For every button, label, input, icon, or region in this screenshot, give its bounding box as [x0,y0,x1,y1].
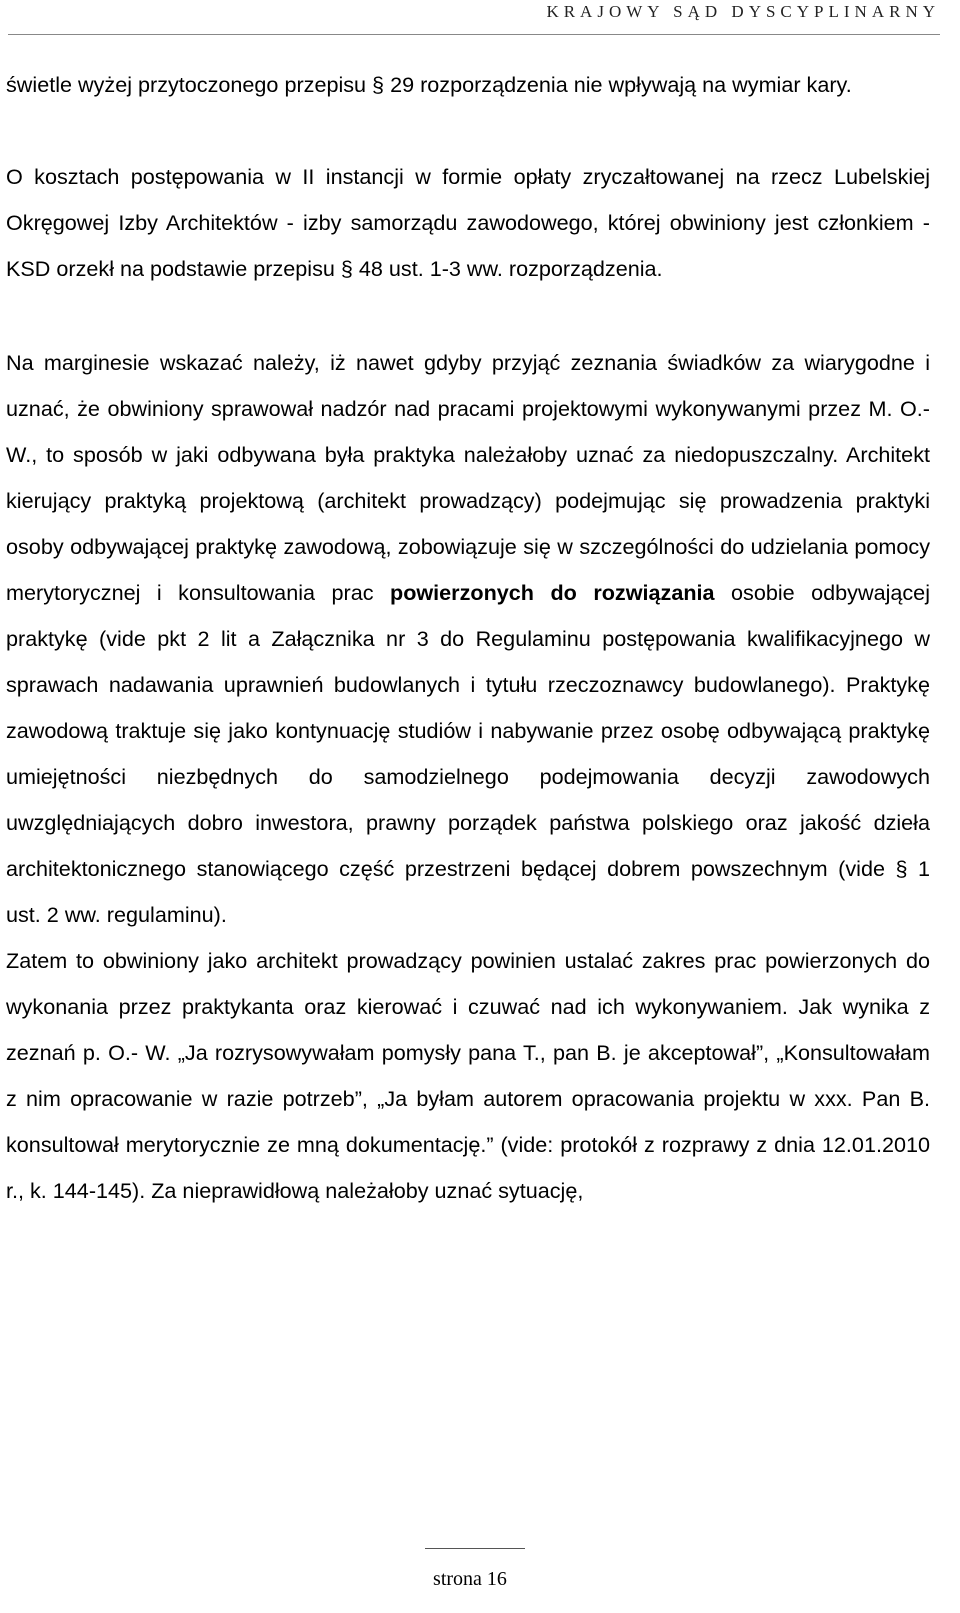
document-body [6,62,930,1214]
page-number: strona 16 [433,1568,507,1590]
header-divider [8,34,940,35]
paragraph-costs: O kosztach postępowania w II instancji w formie opłaty zryczałtowanej na rzecz Lubelskiej Okręgowej Izby Architektów - izby samorządu zawodowego, której obwiniony jest członkiem - KSD orzekł na podstawie przepisu § 48 ust. 1-3 ww. rozporządzenia. [6,164,930,281]
paragraph-conclusion: Zatem to obwiniony jako architekt prowadzący powinien ustalać zakres prac powierzonych do wykonania przez praktykanta oraz kierować i czuwać nad ich wykonywaniem. Jak wynika z zeznań p. O.- W. „Ja rozrysowywałam pomysły pana T., pan B. je akceptował”, „Konsultowałam z nim opracowanie w razie potrzeb”, „Ja byłam autorem opracowania projektu w xxx. Pan B. konsultował merytorycznie ze mną dokumentację.” (vide: protokół z rozprawy z dnia 12.01.2010 r., k. 144-145). Za nieprawidłową należałoby uznać sytuację, [6,948,930,1203]
paragraph-penalty: świetle wyżej przytoczonego przepisu § 29 rozporządzenia nie wpływają na wymiar kary. [6,72,852,97]
footer-divider [425,1548,525,1549]
practice-text-end: osobie odbywającej praktykę (vide pkt 2 lit a Załącznika nr 3 do Regulaminu postępowania kwalifikacyjnego w sprawach nadawania uprawnień budowlanych i tytułu rzeczoznawcy budowlanego). Praktykę zawodową traktuje się jako kontynuację studiów i nabywanie przez osobę odbywającą praktykę umiejętności niezbędnych do samodzielnego podejmowania decyzji zawodowych uwzględniających dobro inwestora, prawny porządek państwa polskiego oraz jakość dzieła architektonicznego stanowiącego część przestrzeni będącej dobrem powszechnym (vide § 1 ust. 2 ww. regulaminu). [6,580,930,927]
court-header: KRAJOWY SĄD DYSCYPLINARNY [546,2,940,21]
practice-text-start: Na marginesie wskazać należy, iż nawet gdyby przyjąć zeznania świadków za wiarygodne i uznać, że obwiniony sprawował nadzór nad pracami projektowymi wykonywanymi przez M. O.- W., to sposób w jaki odbywana była praktyka należałoby uznać za niedopuszczalny. Architekt kierujący praktyką projektową (architekt prowadzący) podejmując się prowadzenia praktyki osoby odbywającej praktykę zawodową, zobowiązuje się w szczególności do udzielania pomocy merytorycznej i konsultowania prac [6,350,930,605]
paragraph-practice [6,340,930,938]
practice-text-emphasis: powierzonych do rozwiązania [390,580,715,605]
